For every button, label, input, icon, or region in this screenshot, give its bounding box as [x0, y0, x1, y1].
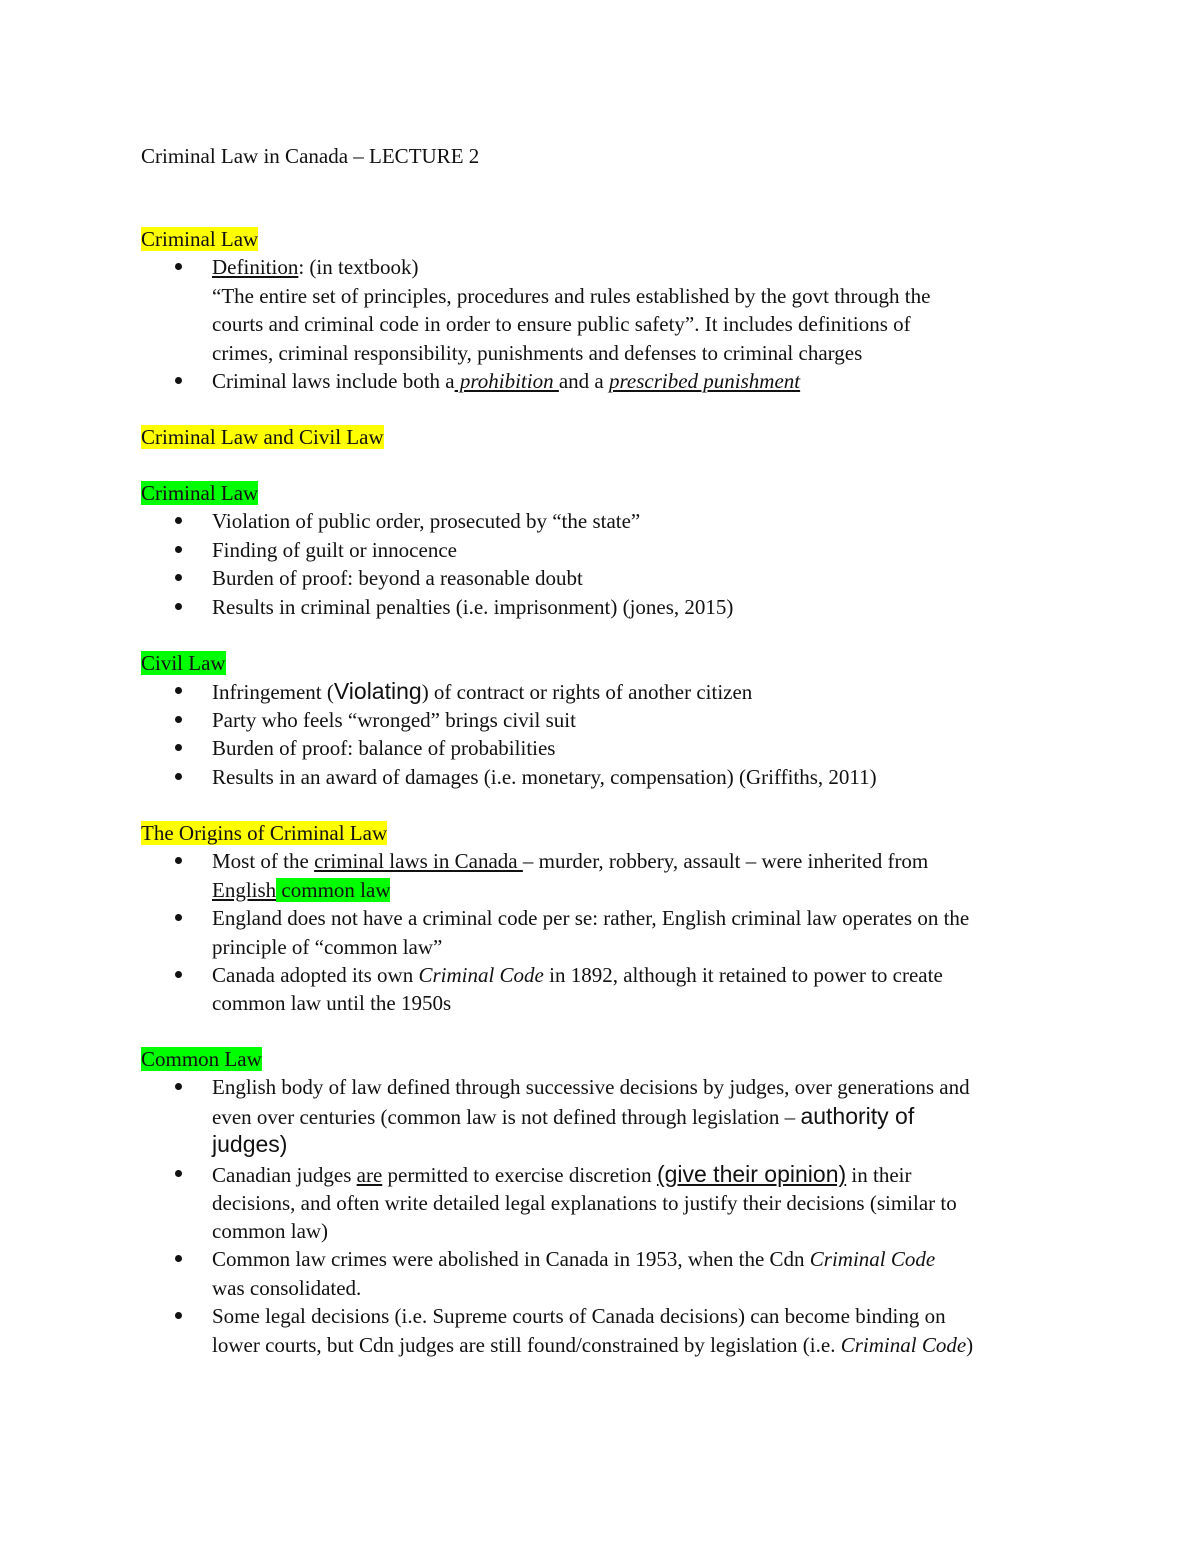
- list-item: Some legal decisions (i.e. Supreme courts of Canada decisions) can become binding on lower courts, but Cdn judges are still found/constrained by legislation (i.e. Criminal Code): [141, 1302, 1091, 1359]
- section-criminal-law-definition: [141, 225, 1091, 395]
- list-item: Canadian judges are permitted to exercise discretion (give their opinion) in their decisions, and often write detailed legal explanations to justify their decisions (similar to common law): [141, 1160, 1091, 1245]
- definition-label: Definition: [212, 255, 299, 280]
- list-item: Definition: (in textbook) “The entire set of principles, procedures and rules established by the govt through the courts and criminal code in order to ensure public safety”. It includes definitions of crimes, criminal responsibility, punishments and defenses to criminal charges: [141, 253, 1091, 367]
- list-item: Common law crimes were abolished in Canada in 1953, when the Cdn Criminal Code was consolidated.: [141, 1245, 1091, 1302]
- list-item: Criminal laws include both a prohibition and a prescribed punishment: [141, 367, 1091, 395]
- section-heading: Criminal Law and Civil Law: [141, 425, 384, 449]
- list-item: Burden of proof: balance of probabilities: [141, 734, 1091, 762]
- list-item: Violation of public order, prosecuted by “the state”: [141, 507, 1091, 535]
- section-heading: The Origins of Criminal Law: [141, 821, 388, 845]
- list-item: Results in criminal penalties (i.e. imprisonment) (jones, 2015): [141, 593, 1091, 621]
- section-origins: [141, 819, 1091, 1018]
- section-civil-law: [141, 649, 1091, 791]
- section-criminal-law: [141, 479, 1091, 621]
- list-item: English body of law defined through successive decisions by judges, over generations and even over centuries (common law is not defined through legislation – authority of judges): [141, 1073, 1091, 1160]
- list-item: Results in an award of damages (i.e. monetary, compensation) (Griffiths, 2011): [141, 763, 1091, 791]
- list-item: Canada adopted its own Criminal Code in 1892, although it retained to power to create common law until the 1950s: [141, 961, 1091, 1018]
- document-title: Criminal Law in Canada – LECTURE 2: [141, 144, 480, 168]
- list-item: Most of the criminal laws in Canada – murder, robbery, assault – were inherited from English common law: [141, 847, 1091, 904]
- list-item: Burden of proof: beyond a reasonable doubt: [141, 564, 1091, 592]
- section-heading: Common Law: [141, 1047, 262, 1071]
- list-item: Party who feels “wronged” brings civil suit: [141, 706, 1091, 734]
- section-common-law: [141, 1045, 1091, 1359]
- section-heading: Criminal Law: [141, 481, 259, 505]
- section-criminal-vs-civil: [141, 423, 1091, 451]
- list-item: England does not have a criminal code per se: rather, English criminal law operates on the principle of “common law”: [141, 904, 1091, 961]
- list-item: Infringement (Violating) of contract or rights of another citizen: [141, 677, 1091, 705]
- list-item: Finding of guilt or innocence: [141, 536, 1091, 564]
- section-heading: Criminal Law: [141, 227, 259, 251]
- section-heading: Civil Law: [141, 651, 226, 675]
